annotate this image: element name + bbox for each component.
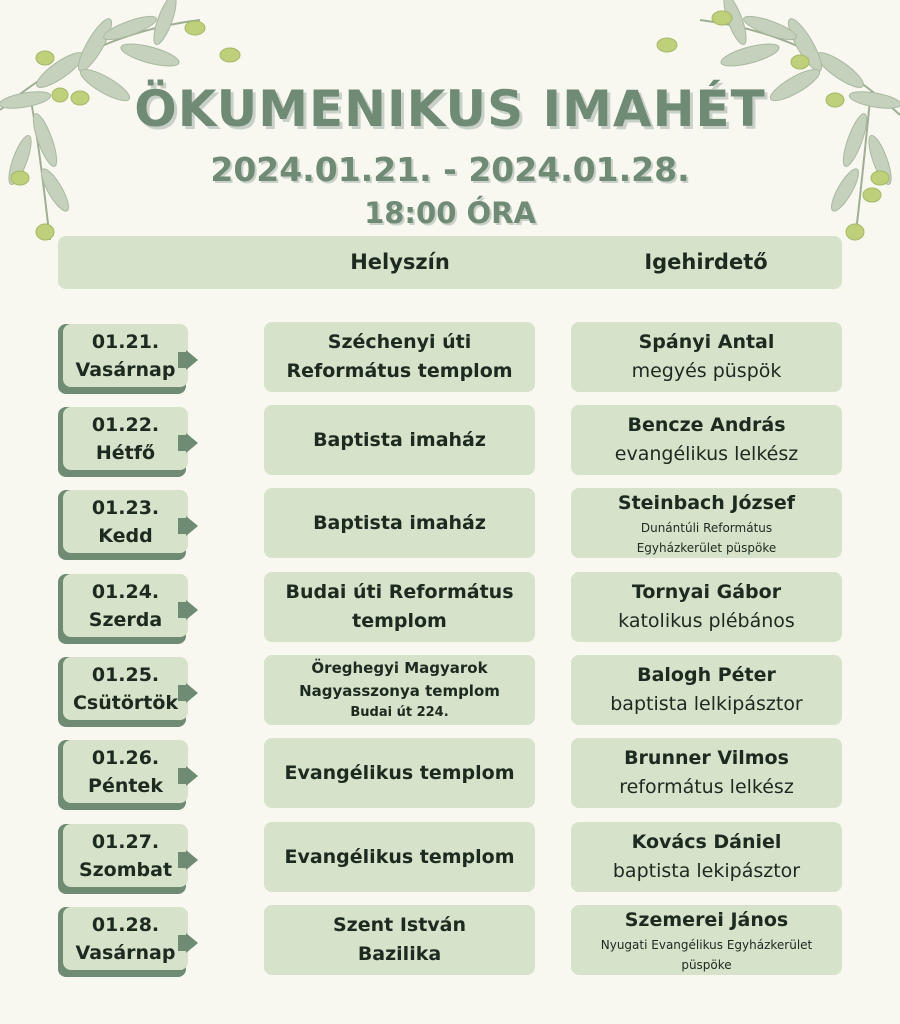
location-box xyxy=(264,905,535,975)
preacher-role: Dunántúli Református xyxy=(640,520,773,535)
day-label xyxy=(58,488,186,560)
preacher-box xyxy=(571,322,842,392)
day-label xyxy=(58,322,186,394)
preacher-name: Steinbach József xyxy=(617,491,796,514)
location-line-1: Széchenyi úti xyxy=(327,331,472,353)
preacher-role: baptista lelkipásztor xyxy=(610,693,803,715)
row-day: Szombat xyxy=(78,858,173,881)
arrow-head-icon xyxy=(186,433,198,453)
table-row xyxy=(0,655,900,727)
table-row xyxy=(0,572,900,644)
row-date: 01.24. xyxy=(91,580,160,603)
preacher-name: Bencze András xyxy=(627,414,786,436)
arrow-head-icon xyxy=(186,516,198,536)
location-line-2: Nagyasszonya templom xyxy=(299,682,500,700)
day-label xyxy=(58,822,186,894)
preacher-box xyxy=(571,738,842,808)
table-row xyxy=(0,738,900,810)
header-preacher: Igehirdető xyxy=(644,250,768,274)
date-range: 2024.01.21. - 2024.01.28. xyxy=(210,150,690,189)
preacher-name: Spányi Antal xyxy=(638,331,775,353)
row-date: 01.27. xyxy=(91,830,160,853)
location-line-1: Evangélikus templom xyxy=(284,845,515,868)
preacher-role-2: püspöke xyxy=(681,957,732,972)
table-header xyxy=(58,236,842,289)
preacher-name: Brunner Vilmos xyxy=(624,747,789,769)
location-box xyxy=(264,655,535,725)
location-box xyxy=(264,405,535,475)
row-day: Vasárnap xyxy=(75,358,176,381)
row-date: 01.22. xyxy=(91,413,160,436)
day-label xyxy=(58,572,186,644)
arrow-head-icon xyxy=(186,350,198,370)
table-row xyxy=(0,822,900,894)
location-box xyxy=(264,822,535,892)
location-line-1: Budai úti Református xyxy=(285,581,514,603)
preacher-box xyxy=(571,655,842,725)
page-title: ÖKUMENIKUS IMAHÉT xyxy=(134,80,766,138)
preacher-box xyxy=(571,822,842,892)
preacher-name: Szemerei János xyxy=(624,908,789,931)
row-day: Csütörtök xyxy=(72,691,179,714)
row-date: 01.23. xyxy=(91,496,160,519)
table-row xyxy=(0,905,900,977)
preacher-role: megyés püspök xyxy=(631,360,782,382)
row-day: Vasárnap xyxy=(75,941,176,964)
header-location: Helyszín xyxy=(350,250,450,274)
preacher-name: Tornyai Gábor xyxy=(631,581,782,603)
location-line-1: Evangélikus templom xyxy=(284,761,515,784)
day-label xyxy=(58,405,186,477)
preacher-role: katolikus plébános xyxy=(618,610,795,632)
preacher-name: Balogh Péter xyxy=(637,664,776,686)
location-line-1: Szent István xyxy=(332,914,467,936)
preacher-box xyxy=(571,905,842,975)
preacher-role-2: Egyházkerület püspöke xyxy=(636,540,777,555)
location-box xyxy=(264,322,535,392)
arrow-head-icon xyxy=(186,933,198,953)
preacher-role: evangélikus lelkész xyxy=(614,443,799,465)
preacher-name: Kovács Dániel xyxy=(631,831,782,853)
preacher-role: baptista lekipásztor xyxy=(612,860,801,882)
day-label xyxy=(58,905,186,977)
table-row xyxy=(0,488,900,560)
day-label xyxy=(58,655,186,727)
row-day: Kedd xyxy=(98,524,153,547)
location-box xyxy=(264,572,535,642)
location-line-2: Bazilika xyxy=(357,943,442,965)
location-line-1: Öreghegyi Magyarok xyxy=(311,659,488,677)
location-line-1: Baptista imaház xyxy=(313,428,486,451)
location-line-2: templom xyxy=(352,610,447,632)
table-row xyxy=(0,405,900,477)
location-line-1: Baptista imaház xyxy=(313,511,486,534)
row-date: 01.25. xyxy=(91,663,160,686)
row-date: 01.26. xyxy=(91,746,160,769)
arrow-head-icon xyxy=(186,766,198,786)
row-day: Szerda xyxy=(88,608,163,631)
preacher-role: református lelkész xyxy=(619,776,794,798)
location-box xyxy=(264,738,535,808)
arrow-head-icon xyxy=(186,600,198,620)
preacher-box xyxy=(571,405,842,475)
preacher-box xyxy=(571,572,842,642)
preacher-box xyxy=(571,488,842,558)
table-row xyxy=(0,322,900,394)
arrow-head-icon xyxy=(186,850,198,870)
row-day: Hétfő xyxy=(95,441,156,464)
row-day: Péntek xyxy=(88,774,163,797)
location-line-2: Református templom xyxy=(286,360,513,382)
location-box xyxy=(264,488,535,558)
preacher-role: Nyugati Evangélikus Egyházkerület xyxy=(600,937,813,952)
event-time: 18:00 ÓRA xyxy=(364,196,536,230)
row-date: 01.28. xyxy=(91,913,160,936)
location-address: Budai út 224. xyxy=(350,705,449,720)
arrow-head-icon xyxy=(186,683,198,703)
day-label xyxy=(58,738,186,810)
row-date: 01.21. xyxy=(91,330,160,353)
